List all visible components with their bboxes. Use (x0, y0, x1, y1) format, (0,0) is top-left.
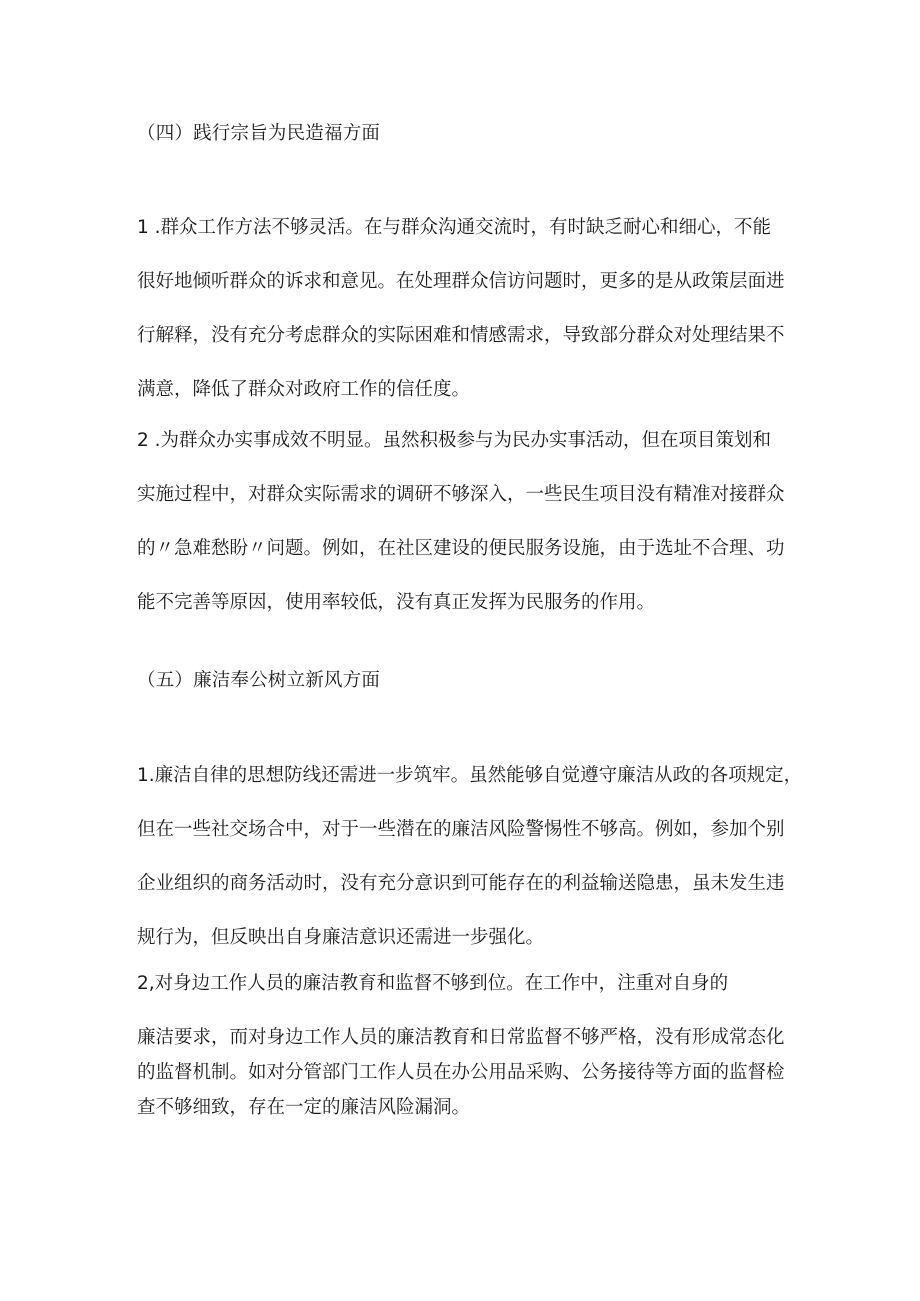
paragraph-4-2 (137, 428, 797, 616)
section-heading-5: （五）廉洁奉公树立新风方面 (137, 670, 381, 691)
paragraph-line: 行解释，没有充分考虑群众的实际困难和情感需求，导致部分群众对处理结果不 (137, 325, 785, 346)
paragraph-5-2 (137, 971, 797, 1121)
paragraph-line: 能不完善等原因，使用率较低，没有真正发挥为民服务的作用。 (137, 592, 656, 613)
paragraph-line: 查不够细致，存在一定的廉洁风险漏洞。 (137, 1097, 471, 1118)
paragraph-5-1 (137, 763, 803, 951)
paragraph-line: 企业组织的商务活动时，没有充分意识到可能存在的利益输送隐患，虽未发生违 (137, 873, 785, 894)
paragraph-line: 的〃急难愁盼〃问题。例如，在社区建设的便民服务设施，由于选址不合理、功 (137, 538, 785, 559)
paragraph-line: 1.廉洁自律的思想防线还需进一步筑牢。虽然能够自觉遵守廉洁从政的各项规定， (137, 765, 803, 786)
paragraph-line: 的监督机制。如对分管部门工作人员在办公用品采购、公务接待等方面的监督检 (137, 1062, 785, 1083)
paragraph-line: 1 .群众工作方法不够灵活。在与群众沟通交流时，有时缺乏耐心和细心，不能 (137, 217, 772, 238)
paragraph-4-1 (137, 215, 797, 403)
paragraph-line: 2 .为群众办实事成效不明显。虽然积极参与为民办实事活动，但在项目策划和 (137, 430, 772, 451)
paragraph-line: 实施过程中，对群众实际需求的调研不够深入，一些民生项目没有精准对接群众 (137, 484, 785, 505)
paragraph-line: 很好地倾听群众的诉求和意见。在处理群众信访问题时，更多的是从政策层面进 (137, 271, 785, 292)
paragraph-line: 廉洁要求，而对身边工作人员的廉洁教育和日常监督不够严格，没有形成常态化 (137, 1027, 785, 1048)
paragraph-line: 2,对身边工作人员的廉洁教育和监督不够到位。在工作中，注重对自身的 (137, 973, 729, 994)
paragraph-line: 满意，降低了群众对政府工作的信任度。 (137, 379, 471, 400)
section-heading-4: （四）践行宗旨为民造福方面 (137, 123, 381, 144)
paragraph-line: 但在一些社交场合中，对于一些潜在的廉洁风险警惕性不够高。例如，参加个别 (137, 819, 785, 840)
paragraph-line: 规行为，但反映出自身廉洁意识还需进一步强化。 (137, 927, 545, 948)
